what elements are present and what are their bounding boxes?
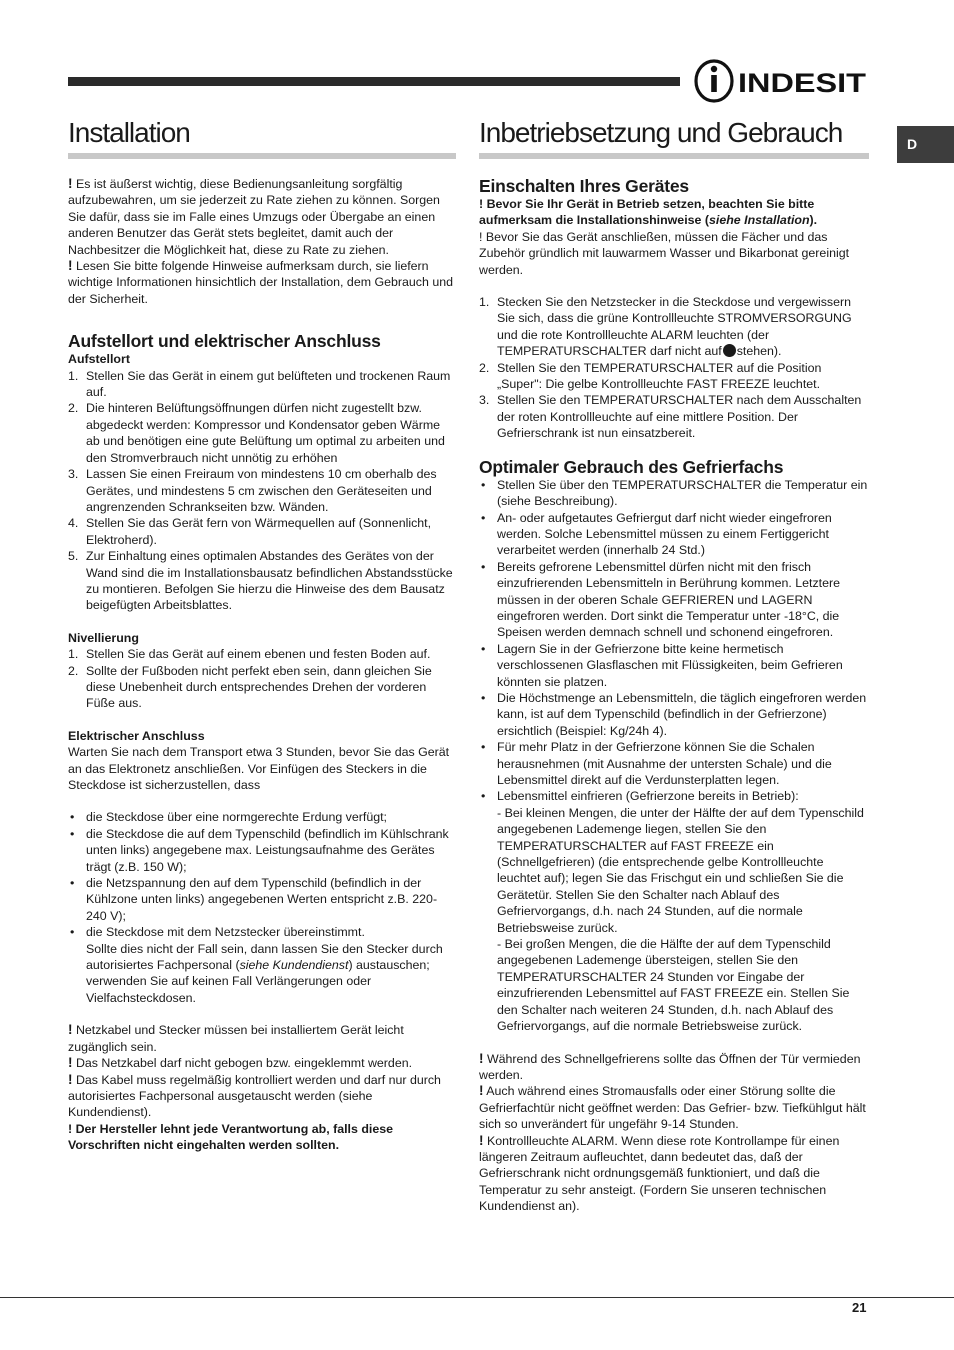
page-number: 21 [852, 1300, 867, 1315]
list-item: • die Steckdose die auf dem Typenschild (befindlich im Kühlschrank unten links) angegebene max. Leistungsaufnahme des Gerätes trägt (z.B. 150 W); [68, 826, 456, 875]
list-item: • die Steckdose über eine normgerechte Erdung verfügt; [68, 809, 456, 825]
warning-note: ! Kontrollleuchte ALARM. Wenn diese rote Kontrollampe für einen längeren Zeitraum aufleuchtet, dann bedeutet das, daß der Gefrierschrank nicht ordnungsgemäß funktioniert, und daß die Temperatur zu sehr ansteigt. (Fordern Sie unseren technischen Kundendienst an). [479, 1132, 840, 1214]
section-title-einschalten: Einschalten Ihres Gerätes [479, 176, 689, 196]
installation-column [68, 115, 456, 1154]
list-item: • An- oder aufgetautes Gefriergut darf nicht wieder eingefroren werden. Solche Lebensmittel müssen zu einem Fertiggericht verarbeitet werden (innerhalb 24 Std.) [479, 510, 869, 559]
list-item: • Lebensmittel einfrieren (Gefrierzone bereits in Betrieb): - Bei kleinen Mengen, die unter der Hälfte der auf dem Typenschild angegebenen Lademenge liegen, stellen Sie den TEMPERATURSCHALTER auf FAST FREEZE ein (Schnellgefrieren) (die entsprechende gelbe Kontrollleuchte leuchtet auf); legen Sie das Frischgut ein und schließen Sie die Gerätetür. Stellen Sie den Schalter nach Ablauf des Gefriervorgangs, d.h. nach 24 Stunden, auf die normale Betriebsweise zurück. - Bei großen Mengen, die die Hälfte der auf dem Typenschild angegebenen Lademenge übersteigen, stellen Sie den TEMPERATURSCHALTER 24 Stunden vor Eingabe der einzufrierenden Lebensmittel auf FAST FREEZE ein. Stellen Sie den Schalter nach weiteren 24 Stunden, d.h. nach Ablauf des Gefriervorgangs, auf die normale Betriebsweise zurück. [479, 788, 869, 1034]
cleaning-warning: ! Bevor Sie das Gerät anschließen, müssen die Fächer und das Zubehör gründlich mit lauwarmem Wasser und Bikarbonat gereinigt werden. [479, 229, 850, 277]
warning-note: ! Netzkabel und Stecker müssen bei installiertem Gerät leicht zugänglich sein. [68, 1022, 404, 1054]
svg-text:INDESIT: INDESIT [738, 68, 867, 98]
list-item: 1. Stecken Sie den Netzstecker in die Steckdose und vergewissern Sie sich, dass die grüne Kontrollleuchte STROMVERSORGUNG und die rote Kontrollleuchte ALARM leuchten (der TEMPERATURSCHALTER darf nicht auf stehen). [479, 295, 852, 359]
anschluss-bullets [68, 809, 456, 1006]
anschluss-text: Warten Sie nach dem Transport etwa 3 Stunden, bevor Sie das Gerät an das Elektronetz anschließen. Vor Einfügen des Steckers in die Steckdose ist sicherzustellen, dass [68, 745, 450, 792]
subheading-anschluss: Elektrischer Anschluss [68, 728, 205, 743]
installation-title: Installation [68, 115, 456, 159]
einschalten-steps [479, 294, 869, 442]
list-item: 2. Stellen Sie den TEMPERATURSCHALTER auf die Position „Super": Die gelbe Kontrollleuchte FAST FREEZE leuchtet. [479, 360, 822, 392]
warning-note: ! Das Kabel muss regelmäßig kontrolliert werden und darf nur durch autorisiertes Fachpersonal ausgetauscht werden (siehe Kundendienst). [68, 1071, 441, 1120]
indesit-logo [694, 58, 869, 104]
subheading-aufstellort: Aufstellort [68, 352, 130, 367]
list-item: • die Netzspannung den auf dem Typenschild (befindlich in der Kühlzone unten links) angegebenen Werten entspricht z.B. 220-240 V); [68, 875, 456, 924]
language-tab: D [897, 126, 954, 163]
intro-note-1: ! Es ist äußerst wichtig, diese Bedienungsanleitung sorgfältig aufzubewahren, um sie jederzeit zu Rate ziehen zu können. Sorgen Sie dafür, dass sie im Falle eines Umzugs oder Übergabe an einen anderen Benutzer das Gerät stets begleitet, damit auch der Nachbesitzer die Möglichkeit hat, diese zu Rate zu ziehen. [68, 176, 440, 257]
list-item: • Die Höchstmenge an Lebensmitteln, die täglich eingefroren werden kann, ist auf dem Typenschild (befindlich in der Gefrierzone) ersichtlich (Beispiel: Kg/24h 4). [479, 690, 869, 739]
list-item: 5. Zur Einhaltung eines optimalen Abstandes des Gerätes von der Wand sind die im Installationsbausatz befindlichen Abstandsstücke zu montieren. Befolgen Sie hierzu die Hinweise des dem Bausatz beigefügten Arbeitsblattes. [68, 549, 453, 613]
list-item: • Bereits gefrorene Lebensmittel dürfen nicht mit den frisch einzufrierenden Lebensmitteln in Berührung kommen. Letztere müssen in der oberen Schale GEFRIEREN und LAGERN eingefroren werden. Dort sinkt die Temperatur unter -18°C, die Speisen werden demnach schnell und schonend eingefroren. [479, 559, 869, 641]
list-item: 3. Stellen Sie den TEMPERATURSCHALTER nach dem Ausschalten der roten Kontrollleuchte auf eine mittlere Position. Der Gefrierschrank ist nun einsatzbereit. [479, 393, 862, 441]
list-item: • Für mehr Platz in der Gefrierzone können Sie die Schalen herausnehmen (mit Ausnahme der untersten Schale) und die Lebensmittel direkt auf die Verdunsterplatten legen. [479, 739, 869, 788]
aufstellort-list [68, 368, 456, 614]
list-item: • die Steckdose mit dem Netzstecker übereinstimmt. Sollte dies nicht der Fall sein, dann lassen Sie den Stecker durch autorisiertes Fachpersonal (siehe Kundendienst) austauschen; verwenden Sie auf keinen Fall Verlängerungen oder Vielfachsteckdosen. [68, 924, 456, 1006]
list-item: • Stellen Sie über den TEMPERATURSCHALTER die Temperatur ein (siehe Beschreibung). [479, 477, 869, 510]
nivellierung-list [68, 646, 456, 712]
section-title-aufstellort: Aufstellort und elektrischer Anschluss [68, 331, 381, 352]
list-item: 2. Sollte der Fußboden nicht perfekt eben sein, dann gleichen Sie diese Unebenheit durch entsprechendes Drehen der vorderen Füße aus. [68, 663, 432, 711]
off-position-icon [723, 344, 736, 357]
header-rule [68, 77, 680, 86]
footer-rule [0, 1297, 954, 1298]
list-item: • Lagern Sie in der Gefrierzone bitte keine hermetisch verschlossenen Glasflaschen mit Flüssigkeiten, beim Gefrieren könnten sie platzen. [479, 641, 869, 690]
installation-reference-warning: ! Bevor Sie Ihr Gerät in Betrieb setzen, beachten Sie bitte aufmerksam die Installationshinweise (siehe Installation). [479, 197, 818, 228]
list-item: 2. Die hinteren Belüftungsöffnungen dürfen nicht zugestellt bzw. abgedeckt werden: Kompressor und Kondensator geben Wärme ab und benötigen eine gute Belüftung um optimal zu arbeiten und den Stromverbrauch nicht unnötig zu erhöhen [68, 401, 445, 465]
list-item: 4. Stellen Sie das Gerät fern von Wärmequellen auf (Sonnenlicht, Elektroherd). [68, 516, 432, 547]
usage-column [479, 115, 869, 1215]
warning-note: ! Während des Schnellgefrierens sollte das Öffnen der Tür vermieden werden. [479, 1050, 861, 1082]
warning-note: ! Auch während eines Stromausfalls oder einer Störung sollte die Gefrierfachtür nicht geöffnet werden: Das Gefrier- bzw. Tiefkühlgut hält sich so unverändert für ungefähr 9-14 Stunden. [479, 1083, 866, 1132]
subheading-nivellierung: Nivellierung [68, 630, 139, 645]
section-title-optimal: Optimaler Gebrauch des Gefrierfachs [479, 456, 784, 477]
optimal-bullets [479, 477, 869, 1035]
warning-note: ! Das Netzkabel darf nicht gebogen bzw. eingeklemmt werden. [68, 1055, 413, 1071]
liability-warning: ! Der Hersteller lehnt jede Verantwortung ab, falls diese Vorschriften nicht eingehalten werden sollten. [68, 1121, 394, 1153]
list-item: 1. Stellen Sie das Gerät in einem gut belüfteten und trockenen Raum auf. [68, 368, 451, 400]
list-item: 1. Stellen Sie das Gerät auf einem ebenen und festen Boden auf. [68, 647, 431, 662]
list-item: 3. Lassen Sie einen Freiraum von mindestens 10 cm oberhalb des Gerätes, und mindestens 5 cm zwischen den Geräteseiten und angrenzenden Schrankseiten bzw. Wänden. [68, 467, 437, 514]
intro-note-2: ! Lesen Sie bitte folgende Hinweise aufmerksam durch, sie liefern wichtige Informationen hinsichtlich der Installation, dem Gebrauch und der Sicherheit. [68, 258, 454, 306]
usage-title: Inbetriebsetzung und Gebrauch [479, 115, 869, 159]
